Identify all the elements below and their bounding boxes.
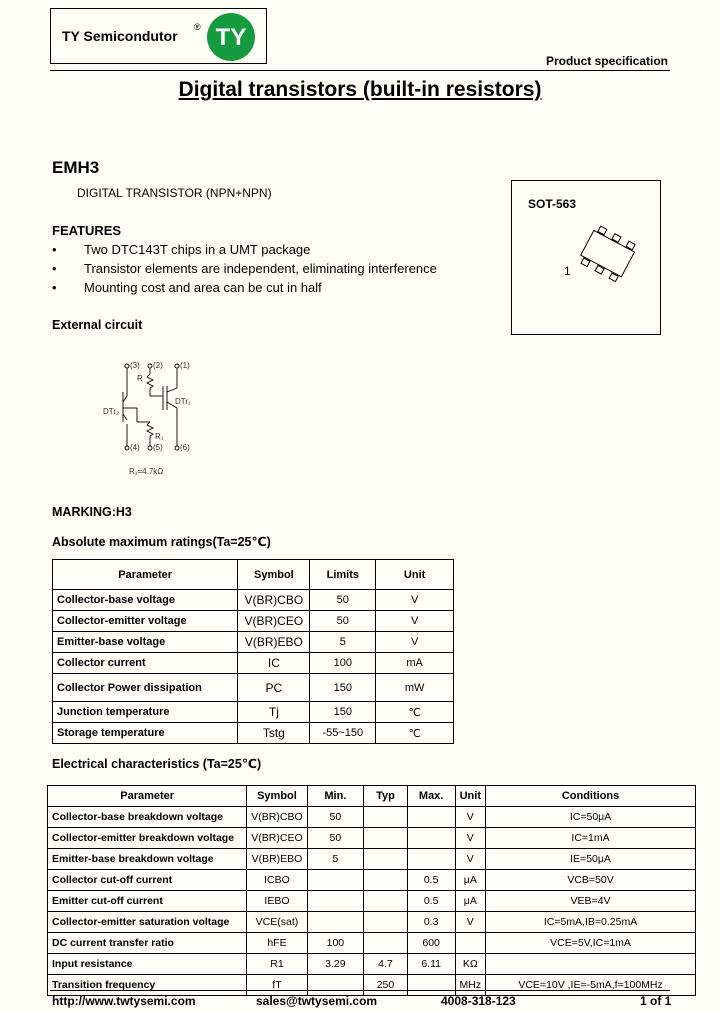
- table-row: Transition frequency fT 250 MHz VCE=10V ,IE=-5mA,f=100MHz: [48, 975, 696, 996]
- table-row: Input resistance R1 3.29 4.7 6.11 KΩ: [48, 954, 696, 975]
- ty-logo-icon: [205, 11, 257, 63]
- svg-text:DTr₂: DTr₂: [103, 407, 120, 416]
- features-heading: FEATURES: [52, 223, 122, 238]
- svg-text:(1): (1): [180, 361, 190, 370]
- elec-char-table: [47, 785, 696, 996]
- abs-max-table: [52, 559, 454, 744]
- table-row: DC current transfer ratio hFE 100 600 VCE=5V,IC=1mA: [48, 933, 696, 954]
- table-row: Storage temperature Tstg -55~150 ℃: [53, 723, 454, 744]
- phone-number: 4008-318-123: [441, 994, 516, 1008]
- website-link[interactable]: http://www.twtysemi.com: [52, 994, 196, 1008]
- package-name: SOT-563: [528, 197, 577, 211]
- package-outline-icon: [572, 222, 644, 288]
- table-row: Collector-emitter saturation voltage VCE(sat) 0.3 V IC=5mA,IB=0.25mA: [48, 912, 696, 933]
- table-header: Symbol: [238, 560, 310, 590]
- marking-label: MARKING:H3: [52, 505, 132, 519]
- registered-mark: ®: [194, 22, 201, 32]
- table-row: Emitter-base voltage V(BR)EBO 5 V: [53, 632, 454, 653]
- table-row: Collector current IC 100 mA: [53, 653, 454, 674]
- svg-text:R₁: R₁: [155, 432, 164, 441]
- svg-text:R: R: [137, 374, 143, 383]
- product-spec-label: Product specification: [545, 54, 668, 68]
- page-number: 1 of 1: [640, 994, 672, 1008]
- svg-text:(6): (6): [180, 443, 190, 452]
- feature-item: • Two DTC143T chips in a UMT package: [52, 242, 311, 257]
- table-row: Collector Power dissipation PC 150 mW: [53, 674, 454, 702]
- table-header: Conditions: [486, 786, 696, 807]
- svg-text:(5): (5): [153, 443, 163, 452]
- table-header: Max.: [407, 786, 455, 807]
- table-row: Junction temperature Tj 150 ℃: [53, 702, 454, 723]
- elec-char-heading: Electrical characteristics (Ta=25℃): [52, 757, 262, 771]
- table-header: Symbol: [247, 786, 307, 807]
- abs-max-heading: Absolute maximum ratings(Ta=25℃): [52, 535, 271, 549]
- table-row: Collector-base breakdown voltage V(BR)CBO 50 V IC=50μA: [48, 807, 696, 828]
- part-subtitle: DIGITAL TRANSISTOR (NPN+NPN): [77, 186, 272, 200]
- table-row: Emitter cut-off current IEBO 0.5 μA VEB=4V: [48, 891, 696, 912]
- table-header: Parameter: [48, 786, 247, 807]
- table-row: Collector cut-off current ICBO 0.5 μA VCB=50V: [48, 870, 696, 891]
- feature-item: • Transistor elements are independent, eliminating interference: [52, 261, 437, 276]
- table-header: Parameter: [53, 560, 238, 590]
- table-row: Collector-emitter voltage V(BR)CEO 50 V: [53, 611, 454, 632]
- brand-name: TY Semicondutor: [62, 28, 178, 44]
- svg-text:DTr₁: DTr₁: [175, 397, 191, 406]
- part-number: EMH3: [52, 158, 100, 177]
- external-circuit-heading: External circuit: [52, 318, 143, 332]
- external-circuit-diagram: [95, 352, 225, 482]
- svg-text:(3): (3): [130, 361, 140, 370]
- pin1-label: 1: [564, 264, 571, 278]
- table-row: Collector-emitter breakdown voltage V(BR)CEO 50 V IC=1mA: [48, 828, 696, 849]
- svg-text:R₁=4.7kΩ: R₁=4.7kΩ: [129, 467, 164, 476]
- table-header: Limits: [310, 560, 376, 590]
- table-row: Collector-base voltage V(BR)CBO 50 V: [53, 590, 454, 611]
- table-header: Min.: [307, 786, 363, 807]
- svg-text:TY: TY: [215, 24, 247, 51]
- svg-text:(4): (4): [130, 443, 140, 452]
- header-rule: [50, 70, 670, 71]
- footer-rule: [50, 990, 670, 991]
- table-header: Typ: [364, 786, 408, 807]
- table-header: Unit: [455, 786, 486, 807]
- page-title: Digital transistors (built-in resistors): [178, 78, 542, 101]
- table-header: Unit: [376, 560, 454, 590]
- table-row: Emitter-base breakdown voltage V(BR)EBO 5 V IE=50μA: [48, 849, 696, 870]
- feature-item: • Mounting cost and area can be cut in half: [52, 280, 322, 295]
- email-link[interactable]: sales@twtysemi.com: [256, 994, 378, 1008]
- svg-text:(2): (2): [153, 361, 163, 370]
